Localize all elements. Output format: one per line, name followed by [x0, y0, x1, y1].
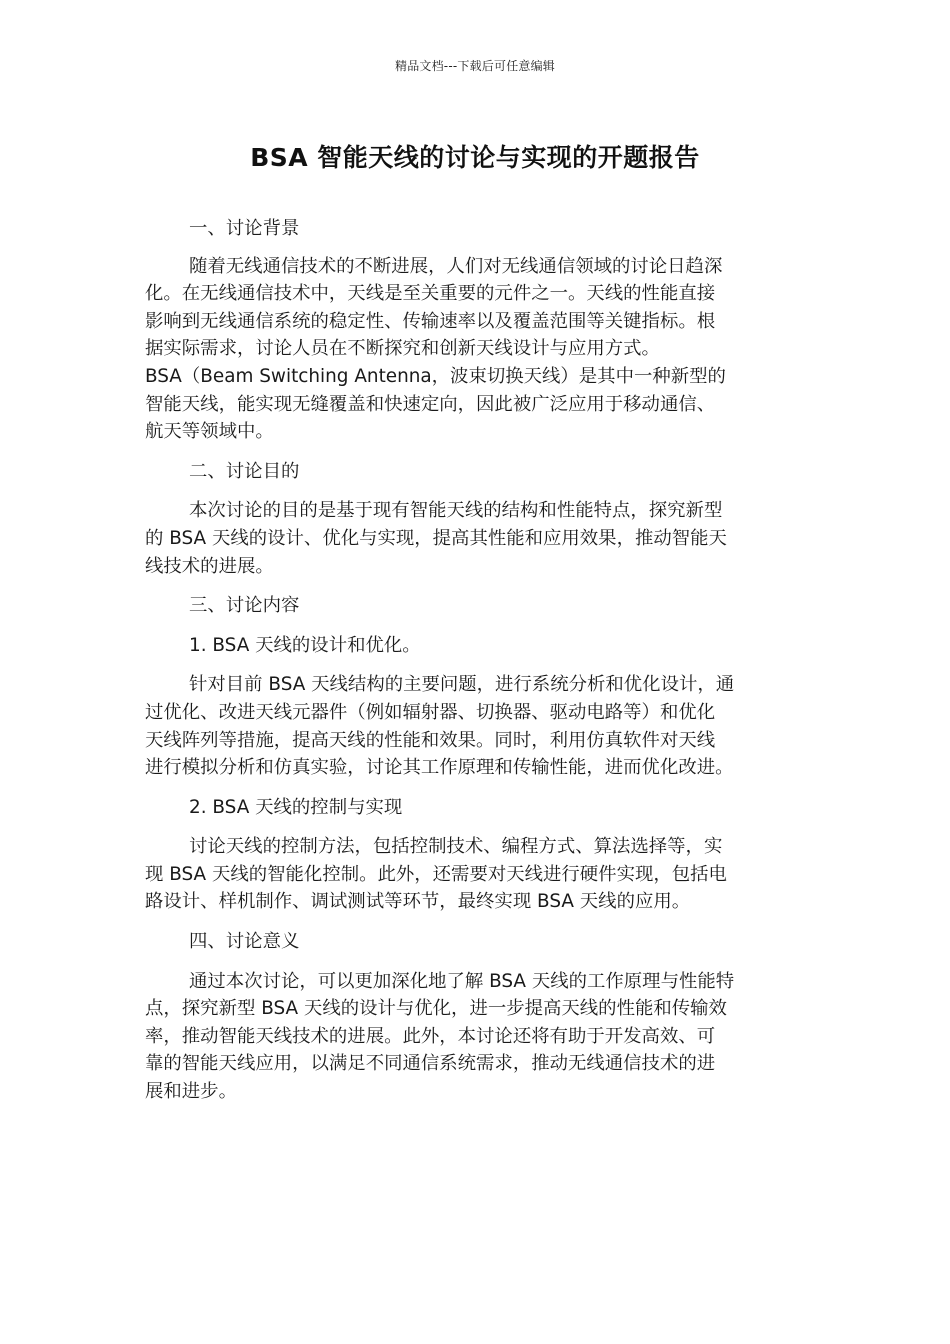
- section-heading-background: 一、讨论背景: [189, 218, 300, 239]
- text-line: 靠的智能天线应用，以满足不同通信系统需求，推动无线通信技术的进: [145, 1053, 716, 1075]
- subsection-heading-design: 1. BSA 天线的设计和优化。: [189, 634, 421, 656]
- text-line: 现 BSA 天线的智能化控制。此外，还需要对天线进行硬件实现，包括电: [145, 863, 727, 885]
- text-line: 进行模拟分析和仿真实验，讨论其工作原理和传输性能，进而优化改进。: [145, 757, 734, 779]
- document-body: [145, 215, 807, 1106]
- text-line: 率，推动智能天线技术的进展。此外，本讨论还将有助于开发高效、可: [145, 1025, 716, 1047]
- paragraph-design: [145, 671, 807, 781]
- text-line: 通过本次讨论，可以更加深化地了解 BSA 天线的工作原理与性能特: [189, 970, 735, 992]
- text-line: 过优化、改进天线元器件（例如辐射器、切换器、驱动电路等）和优化: [145, 701, 716, 723]
- page-header: 精品文档---下载后可任意编辑: [395, 59, 555, 73]
- text-line: 随着无线通信技术的不断进展，人们对无线通信领域的讨论日趋深: [189, 255, 723, 277]
- text-line: 本次讨论的目的是基于现有智能天线的结构和性能特点，探究新型: [189, 500, 723, 522]
- text-line: 的 BSA 天线的设计、优化与实现，提高其性能和应用效果，推动智能天: [145, 527, 727, 549]
- paragraph-control: [145, 833, 807, 916]
- paragraph-background: [145, 253, 807, 446]
- text-line: 讨论天线的控制方法，包括控制技术、编程方式、算法选择等，实: [189, 836, 723, 858]
- text-line: 路设计、样机制作、调试测试等环节，最终实现 BSA 天线的应用。: [145, 891, 691, 913]
- text-line: 点，探究新型 BSA 天线的设计与优化，进一步提高天线的性能和传输效: [145, 998, 727, 1020]
- section-heading-content: 三、讨论内容: [189, 595, 300, 617]
- text-line: BSA（Beam Switching Antenna，波束切换天线）是其中一种新型的: [145, 365, 726, 387]
- section-heading-significance: 四、讨论意义: [189, 931, 300, 953]
- text-line: 航天等领域中。: [145, 421, 274, 443]
- text-line: 展和进步。: [145, 1081, 237, 1103]
- paragraph-purpose: [145, 497, 807, 580]
- text-line: 针对目前 BSA 天线结构的主要问题，进行系统分析和优化设计，通: [189, 674, 735, 696]
- text-line: 化。在无线通信技术中，天线是至关重要的元件之一。天线的性能直接: [145, 283, 716, 305]
- text-line: 影响到无线通信系统的稳定性、传输速率以及覆盖范围等关键指标。根: [145, 310, 716, 332]
- section-heading-purpose: 二、讨论目的: [189, 460, 300, 482]
- text-line: 天线阵列等措施，提高天线的性能和效果。同时，利用仿真软件对天线: [145, 729, 716, 751]
- subsection-heading-control: 2. BSA 天线的控制与实现: [189, 796, 403, 818]
- text-line: 据实际需求，讨论人员在不断探究和创新天线设计与应用方式。: [145, 338, 660, 360]
- document-title: BSA 智能天线的讨论与实现的开题报告: [250, 143, 700, 172]
- text-line: 线技术的进展。: [145, 555, 274, 577]
- paragraph-significance: [145, 968, 807, 1106]
- text-line: 智能天线，能实现无缝覆盖和快速定向，因此被广泛应用于移动通信、: [145, 393, 716, 415]
